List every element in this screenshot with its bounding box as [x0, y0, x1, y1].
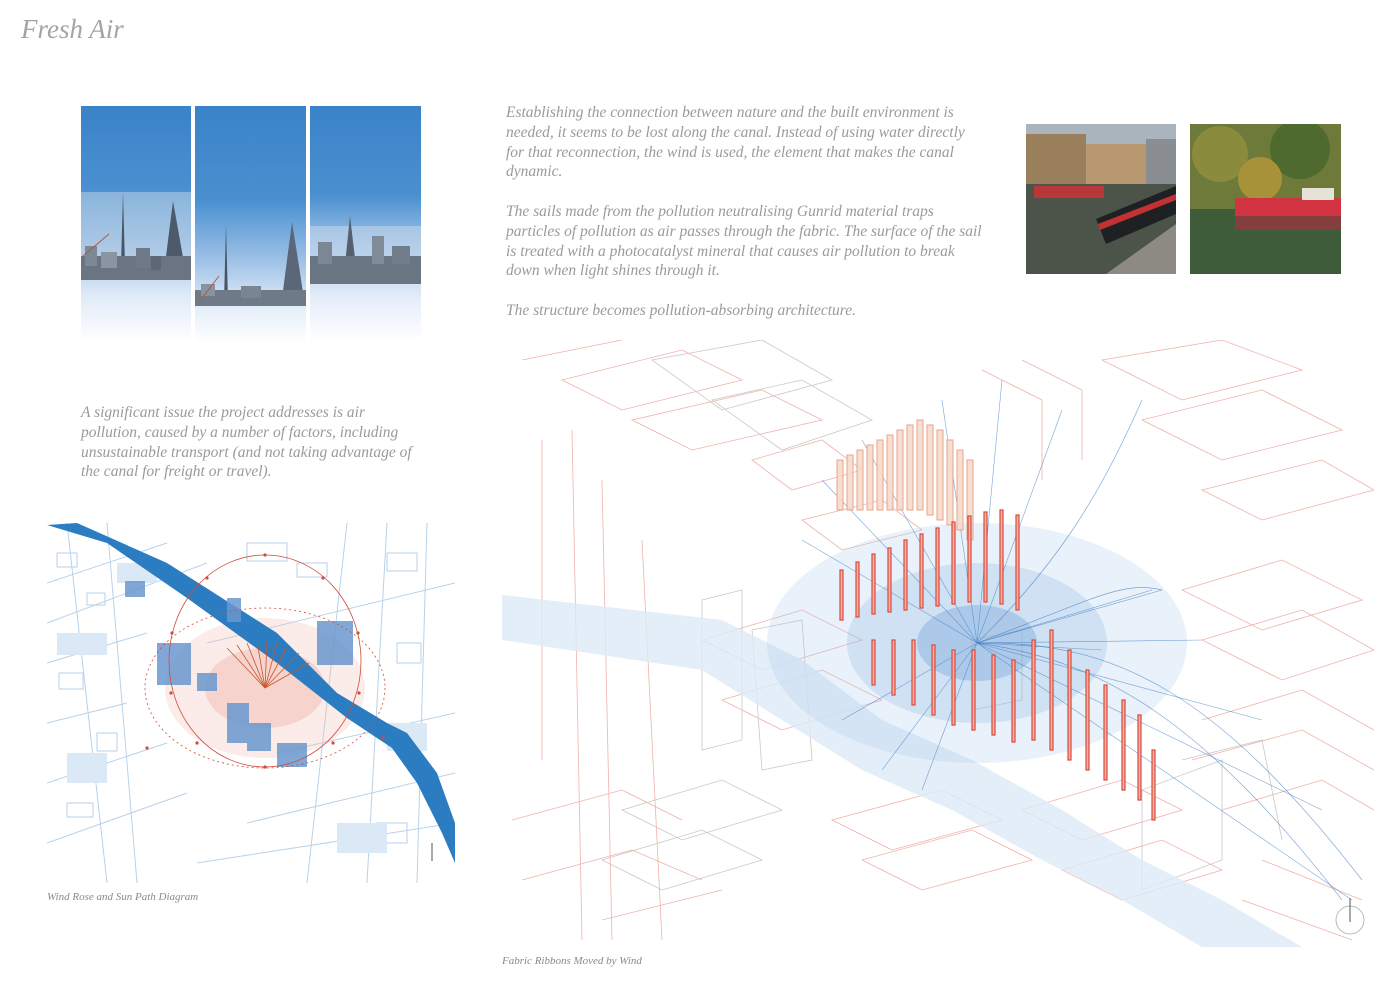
skyline-triptych: [81, 106, 421, 342]
intro-paragraph-1: Establishing the connection between nature and the built environment is needed, it seems to be lost along the canal. Instead of using water directly for that reconnection, the wind is used, the element that makes the canal dynamic.: [506, 104, 965, 181]
canal-boats-photo: [1026, 124, 1176, 274]
intro-paragraph-3: The structure becomes pollution-absorbing architecture.: [506, 301, 856, 319]
wind-rose-diagram: [47, 523, 455, 883]
red-narrowboat-photo: [1190, 124, 1341, 274]
page-title: Fresh Air: [21, 14, 124, 44]
skyline-panel-2: [195, 106, 306, 342]
wind-rose-caption: Wind Rose and Sun Path Diagram: [47, 891, 199, 903]
fabric-ribbons-diagram: [502, 340, 1374, 947]
skyline-panel-3: [310, 106, 421, 342]
intro-paragraph-2: The sails made from the pollution neutralising Gunrid material traps particles of pollution as air passes through the fabric. The surface of the sail is treated with a photocatalyst mineral that causes air pollution to break down when light shines through it.: [506, 202, 982, 280]
fabric-ribbons-caption: Fabric Ribbons Moved by Wind: [502, 955, 642, 967]
intro-text: [506, 103, 986, 341]
skyline-panel-1: [81, 106, 191, 342]
issue-text: A significant issue the project addresses is air pollution, caused by a number of factors, including unsustainable transport (and not taking advantage of the canal for freight or travel).: [81, 404, 412, 481]
